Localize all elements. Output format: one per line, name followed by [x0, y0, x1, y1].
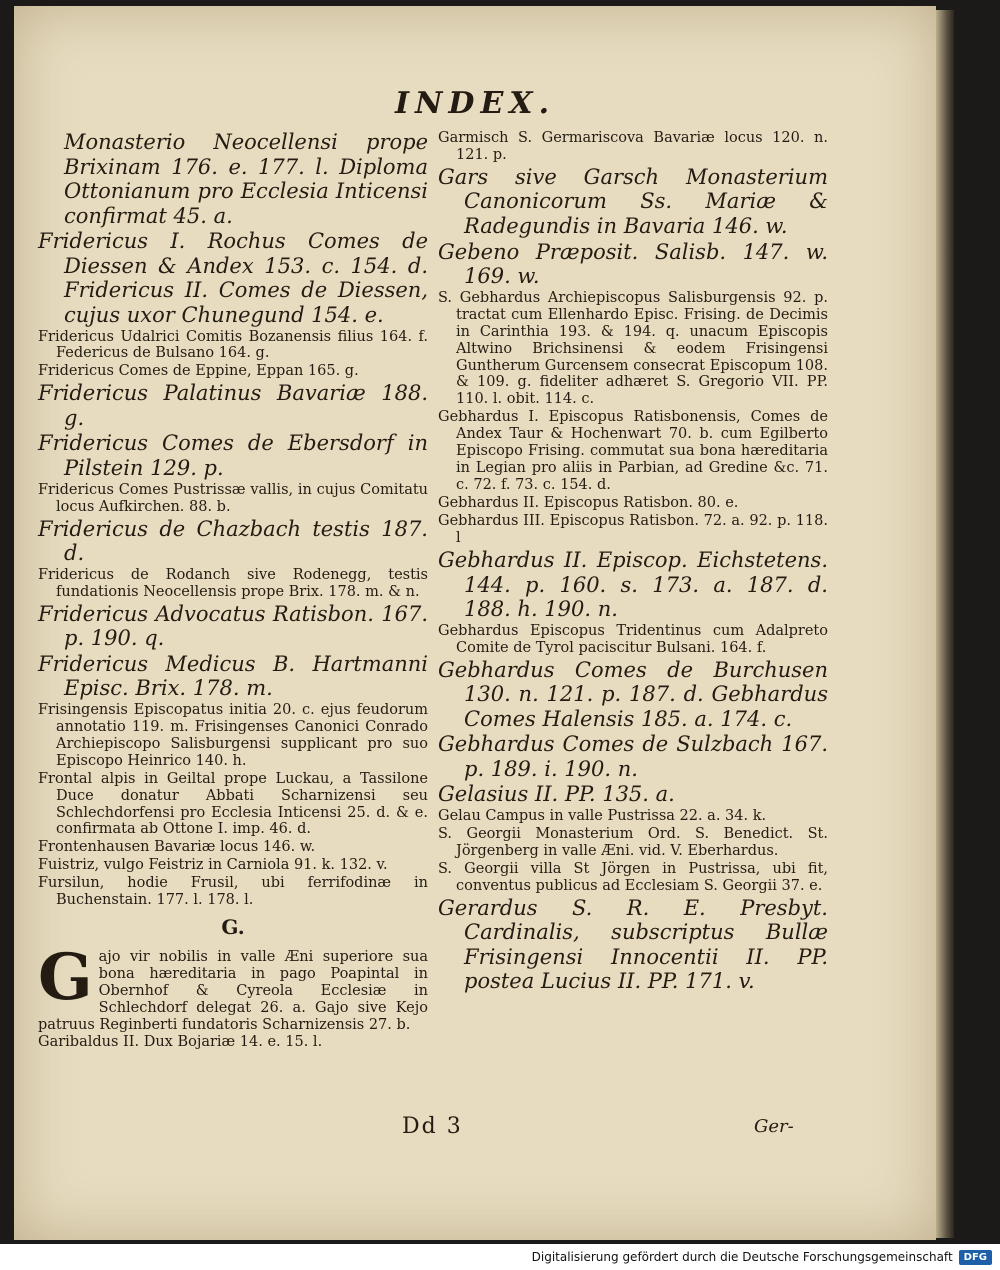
garibaldus-entry: Garibaldus II. Dux Bojariæ 14. e. 15. l. [38, 1034, 323, 1050]
index-entry: Gebhardus Episcopus Tridentinus cum Adalpreto Comite de Tyrol paciscitur Bulsani. 164. f. [438, 622, 828, 656]
index-entry: Gelasius II. PP. 135. a. [438, 782, 675, 807]
index-entry: Fridericus Medicus B. Hartmanni Episc. Brix. 178. m. [38, 651, 428, 701]
index-entry: Frontenhausen Bavariæ locus 146. w. [38, 839, 316, 856]
section-letter-g: G. [221, 915, 245, 940]
index-entry: Gebhardus Comes de Sulzbach 167. p. 189. i. 190. n. [438, 732, 828, 781]
catchword: Ger- [754, 1116, 794, 1137]
index-entry: Fridericus de Chazbach testis 187. d. [38, 516, 428, 566]
right-entries [438, 130, 828, 994]
index-entry: Frisingensis Episcopatus initia 20. c. ejus feudorum annotatio 119. m. Frisingenses Canonici Conrado Archiepiscopo Salisburgensi supplicant pro suo Episcopo Heinrico 140. h. [38, 701, 428, 769]
left-column [38, 130, 428, 1051]
index-entry: Fridericus Palatinus Bavariæ 188. g. [38, 381, 428, 430]
drop-cap: G [38, 940, 93, 1016]
index-entry: Fridericus Comes de Ebersdorf in Pilstein 129. p. [38, 431, 428, 481]
index-entry: S. Georgii villa St Jörgen in Pustrissa, ubi fit, conventus publicus ad Ecclesiam S. Georgii 37. e. [438, 860, 828, 894]
left-entries [38, 130, 428, 909]
index-entry: Gebeno Præposit. Salisb. 147. w. 169. w. [438, 239, 828, 289]
index-entry: Gerardus S. R. E. Presbyt. Cardinalis, subscriptus Bullæ Frisingensi Innocentii II. PP. postea Lucius II. PP. 171. v. [438, 895, 828, 994]
right-column [438, 130, 828, 995]
index-entry: Monasterio Neocellensi prope Brixinam 176. e. 177. l. Diploma Ottonianum pro Ecclesia Inticensi confirmat 45. a. [64, 130, 428, 228]
index-entry: Fridericus de Rodanch sive Rodenegg, testis fundationis Neocellensis prope Brix. 178. m. & n. [38, 566, 428, 600]
book-page [14, 6, 936, 1240]
page-header: INDEX. [394, 86, 556, 121]
dfg-banner [0, 1244, 1000, 1270]
page-edge [936, 10, 954, 1238]
index-entry: Fridericus I. Rochus Comes de Diessen & Andex 153. c. 154. d. Fridericus II. Comes de Diessen, cujus uxor Chunegund 154. e. [38, 229, 428, 327]
index-entry: Fridericus Advocatus Ratisbon. 167. p. 190. q. [38, 601, 428, 651]
banner-text: Digitalisierung gefördert durch die Deutsche Forschungsgemeinschaft [531, 1250, 953, 1264]
index-entry: Fridericus Udalrici Comitis Bozanensis filius 164. f. Federicus de Bulsano 164. g. [38, 328, 428, 362]
dfg-logo-icon: DFG [959, 1250, 992, 1265]
index-entry: Frontal alpis in Geiltal prope Luckau, a Tassilone Duce donatur Abbati Scharnizensi seu Schlechdorfensi pro Ecclesia Inticensi 25. d. & e. confirmata ab Ottone I. imp. 46. d. [38, 770, 428, 838]
signature-mark: Dd 3 [402, 1114, 463, 1139]
index-entry: Fursilun, hodie Frusil, ubi ferrifodinæ in Buchenstain. 177. l. 178. l. [38, 875, 428, 909]
index-entry: Gebhardus Comes de Burchusen 130. n. 121. p. 187. d. Gebhardus Comes Halensis 185. a. 174. c. [438, 657, 828, 731]
index-entry: Gebhardus I. Episcopus Ratisbonensis, Comes de Andex Taur & Hochenwart 70. b. cum Egilberto Episcopo Frising. commutat sua bona hæreditaria in Legian pro aliis in Parbian, ad Gredine &c. 71. c. 72. f. 73. c. 154. d. [438, 409, 828, 494]
drop-cap-entry [38, 940, 428, 1034]
index-entry: Gelau Campus in valle Pustrissa 22. a. 34. k. [438, 807, 767, 824]
index-entry: Garmisch S. Germariscova Bavariæ locus 120. n. 121. p. [438, 130, 828, 163]
index-entry: Gebhardus II. Episcopus Ratisbon. 80. e. [438, 495, 739, 512]
index-entry: S. Georgii Monasterium Ord. S. Benedict. St. Jörgenberg in valle Æni. vid. V. Eberhardus. [438, 825, 828, 859]
index-entry: Gebhardus II. Episcop. Eichstetens. 144. p. 160. s. 173. a. 187. d. 188. h. 190. n. [438, 548, 828, 622]
index-entry: Gars sive Garsch Monasterium Canonicorum Ss. Mariæ & Radegundis in Bavaria 146. w. [438, 164, 828, 239]
index-entry: Fuistriz, vulgo Feistriz in Carniola 91. k. 132. v. [38, 857, 388, 874]
drop-cap-text: ajo vir nobilis in valle Æni superiore sua bona hæreditaria in pago Poapintal in Obernhof & Cyreola Ecclesiæ in Schlechdorf delegat 26. a. Gajo sive Kejo patruus Reginberti fundatoris Scharnizensis 27. b. [38, 949, 428, 1034]
index-entry: Gebhardus III. Episcopus Ratisbon. 72. a. 92. p. 118. l [438, 513, 828, 547]
index-entry: Fridericus Comes Pustrissæ vallis, in cujus Comitatu locus Aufkirchen. 88. b. [38, 481, 428, 515]
index-entry: Fridericus Comes de Eppine, Eppan 165. g. [38, 363, 359, 380]
index-entry: S. Gebhardus Archiepiscopus Salisburgensis 92. p. tractat cum Ellenhardo Episc. Frising. de Decimis in Carinthia 193. & 194. q. unacum Episcopis Altwino Brichsinensi & eodem Frisingensi Guntherum Gurcensem consecrat Episcopum 108. & 109. g. fideliter adhæret S. Gregorio VII. PP. 110. l. obit. 114. c. [438, 289, 828, 408]
